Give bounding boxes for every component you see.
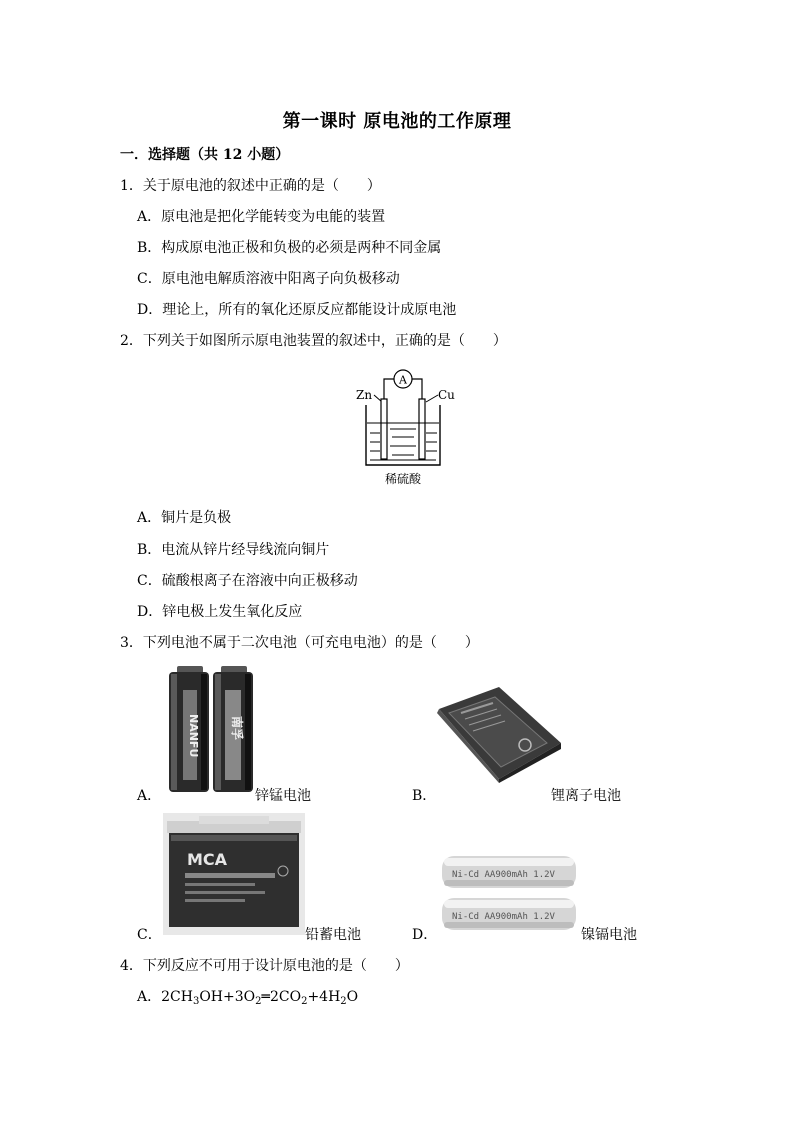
svg-text:南孚: 南孚 (230, 716, 244, 741)
svg-text:A: A (399, 373, 407, 387)
question-4-option-a: A．$2CH_3OH+3O_2═2CO_2+4H_2O$ (137, 989, 359, 1007)
svg-text:NANFU: NANFU (187, 714, 200, 758)
question-3-option-d-label: 镍镉电池 (581, 927, 637, 943)
svg-text:Ni-Cd AA900mAh 1.2V: Ni-Cd AA900mAh 1.2V (452, 870, 555, 880)
page-title: 第一课时 原电池的工作原理 (282, 111, 512, 132)
question-2-stem: 2．下列关于如图所示原电池装置的叙述中，正确的是（ ） (120, 333, 507, 349)
question-1-option-a: A．原电池是把化学能转变为电能的装置 (137, 209, 386, 225)
svg-text:稀硫酸: 稀硫酸 (384, 472, 422, 486)
svg-text:MCA: MCA (187, 850, 228, 869)
galvanic-cell-figure (352, 365, 462, 490)
question-1-option-b: B．构成原电池正极和负极的必须是两种不同金属 (137, 240, 442, 256)
question-3-option-c-letter: C． (137, 927, 162, 943)
lithium-ion-battery-image (433, 683, 565, 783)
question-2-option-b: B．电流从锌片经导线流向铜片 (137, 542, 330, 558)
question-3-option-a-label: 锌锰电池 (255, 788, 311, 804)
question-4-stem: 4．下列反应不可用于设计原电池的是（ ） (120, 958, 409, 974)
question-2-option-a: A．铜片是负极 (137, 510, 232, 526)
question-1-option-d: D．理论上，所有的氧化还原反应都能设计成原电池 (137, 302, 457, 318)
question-2-option-c: C．硫酸根离子在溶液中向正极移动 (137, 573, 358, 589)
svg-text:Zn: Zn (356, 388, 373, 402)
nickel-cadmium-battery-image (436, 848, 580, 940)
question-1-option-c: C．原电池电解质溶液中阳离子向负极移动 (137, 271, 400, 287)
question-3-option-a-letter: A． (137, 788, 162, 804)
question-3-option-b-label: 锂离子电池 (551, 788, 621, 804)
svg-text:Ni-Cd AA900mAh 1.2V: Ni-Cd AA900mAh 1.2V (452, 912, 555, 922)
question-3-option-b-letter: B． (412, 788, 437, 804)
zinc-manganese-battery-image (165, 664, 255, 794)
question-3-option-c-label: 铅蓄电池 (305, 927, 361, 943)
question-2-option-d: D．锌电极上发生氧化反应 (137, 604, 303, 620)
question-3-stem: 3．下列电池不属于二次电池（可充电电池）的是（ ） (120, 635, 479, 651)
section-heading: 一．选择题（共 12 小题） (120, 147, 290, 163)
lead-acid-battery-image (163, 813, 305, 935)
question-3-option-d-letter: D． (412, 927, 438, 943)
svg-text:Cu: Cu (438, 388, 455, 402)
question-1-stem: 1．关于原电池的叙述中正确的是（ ） (120, 178, 381, 194)
